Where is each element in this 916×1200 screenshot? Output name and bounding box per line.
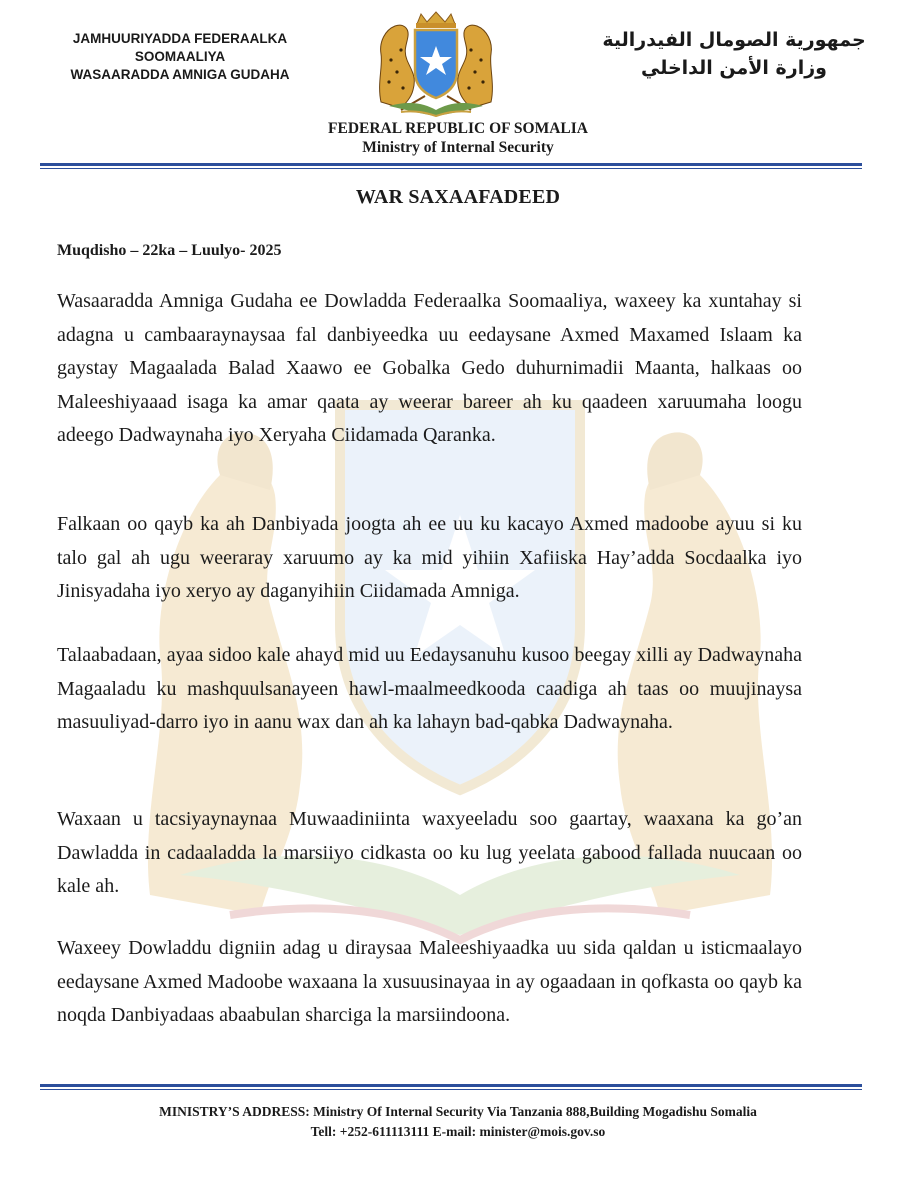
- header-center-block: [258, 119, 658, 157]
- body-paragraph: Wasaaradda Amniga Gudaha ee Dowladda Federaalka Soomaaliya, waxeey ka xuntahay si adagna u cambaaraynaysaa fal danbiyeedka uu eedaysane Axmed Maxamed Islaam ka gaystay Magaalada Balad Xaawo ee Gobalka Gedo duhurnimadii Maanta, halkaas oo Maleeshiyaaad isaga ka amar qaata ay weerar bareer ah ku qaadeen xaruumaha loogu adeego Dadwaynaha iyo Xeryaha Ciidamada Qaranka.: [57, 290, 802, 446]
- header-left-line: SOOMAALIYA: [134, 49, 226, 64]
- header-left-line: WASAARADDA AMNIGA GUDAHA: [70, 67, 290, 82]
- republic-name: FEDERAL REPUBLIC OF SOMALIA: [328, 120, 588, 137]
- footer-divider: [40, 1084, 862, 1090]
- ministry-name: Ministry of Internal Security: [362, 139, 554, 156]
- header-right-line: وزارة الأمن الداخلي: [641, 57, 827, 79]
- dateline: Muqdisho – 22ka – Luulyo- 2025: [57, 242, 282, 259]
- header-right-block: [594, 26, 874, 82]
- header-right-line: جمهورية الصومال الفيدرالية: [602, 29, 866, 51]
- ministry-address: MINISTRY’S ADDRESS: Ministry Of Internal Security Via Tanzania 888,Building Mogadishu Somalia: [159, 1104, 757, 1119]
- coat-of-arms-icon: [361, 10, 511, 118]
- document-title: WAR SAXAAFADEED: [355, 186, 561, 208]
- body-paragraph: Waxeey Dowladdu digniin adag u diraysaa Maleeshiyaadka uu sida qaldan u isticmaalayo eedaysane Axmed Madoobe waxaana la xusuusinayaa in ay ogaadaan in qofkasta oo qayb ka noqda Danbiyadaas abaabulan sharciga la marsiindoona.: [57, 937, 802, 1026]
- body-paragraph: Falkaan oo qayb ka ah Danbiyada joogta ah ee uu ku kacayo Axmed madoobe ayuu si ku talo gal ah ugu weeraray xaruumo ay ka mid yihiin Xafiiska Hay’adda Socdaalka iyo Jinisyadaha iyo xeryo ay daganyihiin Ciidamada Amniga.: [57, 513, 802, 602]
- header-left-block: [40, 30, 320, 84]
- header-left-line: JAMHUURIYADDA FEDERAALKA: [72, 31, 288, 46]
- body-paragraph: Talaabadaan, ayaa sidoo kale ahayd mid uu Eedaysanuhu kusoo beegay xilli ay Dadwaynaha Magaaladu ku mashquulsanayeen hawl-maalmeedkooda caadiga ah taas oo muujinaysa masuuliyad-darro iyo in aanu wax dan ah ka lahayn bad-qabka Dadwaynaha.: [57, 644, 802, 733]
- header-divider: [40, 163, 862, 169]
- body-paragraph: Waxaan u tacsiyaynaynaa Muwaadiniinta waxyeeladu soo gaartay, waaxana ka go’an Dawladda in cadaaladda la marsiiyo cidkasta oo ku lug yeelata gabood fallada nuucaan oo kale ah.: [57, 808, 802, 897]
- ministry-contact: Tell: +252-611113111 E-mail: minister@mois.gov.so: [310, 1124, 606, 1139]
